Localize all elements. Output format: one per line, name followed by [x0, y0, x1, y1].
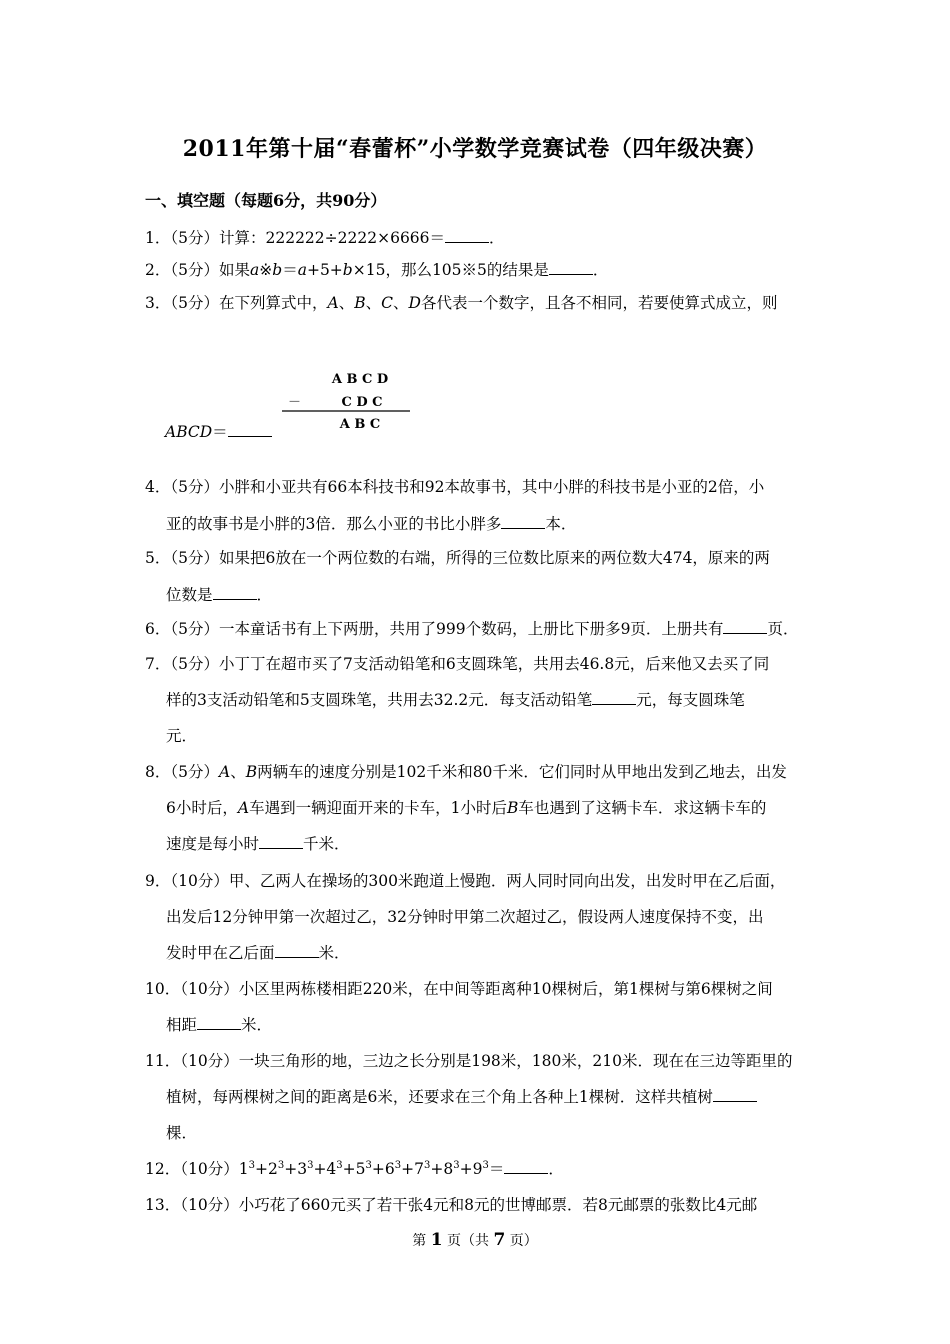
q8-var-b: B: [245, 763, 258, 781]
q12-exp: 3: [277, 1159, 285, 1171]
q3-var-a: A: [327, 294, 339, 312]
q8-answer-blank[interactable]: [259, 834, 303, 849]
q6-line1: （5分）一本童话书有上下两册，共用了999个数码，上册比下册多9页．上册共有: [170, 620, 724, 638]
section-heading: 一、填空题（每题6分，共90分）: [145, 191, 387, 210]
q12-score: （10分）: [180, 1160, 239, 1178]
question-7-cont: [166, 690, 745, 710]
question-10: [145, 979, 773, 999]
q8-number: 8．: [145, 763, 171, 781]
question-9-cont: [166, 907, 763, 927]
q3-number: 3．: [145, 294, 171, 312]
question-11: [145, 1051, 792, 1071]
question-2: [145, 260, 608, 280]
q9-line3-end: 米．: [318, 944, 350, 962]
footer-post: 页）: [505, 1233, 538, 1249]
q8-var-b2: B: [506, 799, 519, 817]
footer-total-pages: 7: [493, 1230, 506, 1250]
subtraction-equation-figure: [278, 366, 438, 438]
q3-answer-blank[interactable]: [228, 422, 272, 437]
q10-line2: 相距: [166, 1016, 198, 1034]
q2-number: 2．: [145, 261, 171, 279]
question-6: [145, 619, 798, 639]
q3-sep2: 、: [365, 294, 382, 312]
q9-number: 9．: [145, 872, 171, 890]
q3-text: （5分）在下列算式中，: [170, 294, 328, 312]
q1-number: 1．: [145, 229, 171, 247]
q3-sep1: 、: [338, 294, 355, 312]
q12-exp: 3: [394, 1159, 402, 1171]
question-8: [145, 762, 787, 782]
q12-term: +8: [430, 1160, 454, 1178]
q12-exp: 3: [336, 1159, 343, 1171]
q7-line2-mid: 元，每支圆珠笔: [636, 691, 745, 709]
q12-term: +3: [284, 1160, 308, 1178]
q12-term: +5: [342, 1160, 366, 1178]
q1-answer-blank[interactable]: [445, 228, 489, 243]
q7-line3: 元．: [166, 727, 198, 745]
q12-term: +2: [254, 1160, 278, 1178]
q12-term: +9: [459, 1160, 483, 1178]
q8-sep: 、: [230, 763, 246, 781]
q5-line1: （5分）如果把6放在一个两位数的右端，所得的三位数比原来的两位数大474，原来的两: [170, 549, 770, 567]
footer-mid: 页（共: [442, 1233, 494, 1249]
q12-term: +7: [401, 1160, 424, 1178]
q2-end: ．: [592, 261, 609, 279]
question-11-cont2: [166, 1123, 197, 1143]
q8-var-a2: A: [237, 799, 250, 817]
q3-answer-eq: ＝: [212, 423, 228, 441]
question-9-cont2: [166, 943, 350, 963]
exam-title: 2011年第十届“春蕾杯”小学数学竞赛试卷（四年级决赛）: [182, 136, 768, 162]
q8-score: （5分）: [170, 763, 219, 781]
question-3: [145, 293, 777, 313]
eq-row-abc: A B C: [339, 417, 381, 432]
q12-number: 12．: [145, 1160, 181, 1178]
q2-var-a: a: [250, 261, 260, 279]
q8-line2c: 车也遇到了这辆卡车．求这辆卡车的: [518, 799, 767, 817]
q9-line1: （10分）甲、乙两人在操场的300米跑道上慢跑．两人同时同向出发，出发时甲在乙后面，: [170, 872, 786, 890]
question-10-cont: [166, 1015, 272, 1035]
q3-var-c: C: [381, 294, 393, 312]
q3-var-d: D: [408, 294, 421, 312]
q4-line2-end: 本．: [545, 515, 577, 533]
q10-line1: （10分）小区里两栋楼相距220米，在中间等距离种10棵树后，第1棵树与第6棵树之间: [180, 980, 773, 998]
question-13: [145, 1195, 757, 1215]
footer-page-number: 1: [430, 1230, 443, 1250]
q3-answer-line: [165, 422, 272, 442]
q11-line2: 植树，每两棵树之间的距离是6米，还要求在三个角上各种上1棵树．这样共植树: [166, 1088, 713, 1106]
q2-var-a2: a: [297, 261, 307, 279]
q5-answer-blank[interactable]: [213, 585, 257, 600]
question-4-cont: [166, 514, 576, 534]
q1-text: （5分）计算：222222÷2222×6666＝: [170, 229, 446, 247]
q13-number: 13．: [145, 1196, 181, 1214]
q8-var-a: A: [219, 763, 231, 781]
q12-eq: ＝: [488, 1160, 505, 1178]
q12-term: +4: [313, 1160, 337, 1178]
question-5: [145, 548, 770, 568]
q5-number: 5．: [145, 549, 171, 567]
eq-row-abcd: A B C D: [331, 372, 389, 387]
question-7-cont2: [166, 726, 197, 746]
question-7: [145, 654, 769, 674]
q6-answer-blank[interactable]: [723, 619, 767, 634]
q11-line3: 棵．: [166, 1124, 198, 1142]
q11-line1: （10分）一块三角形的地，三边之长分别是198米，180米，210米．现在在三边等距里的: [180, 1052, 793, 1070]
q4-answer-blank[interactable]: [501, 514, 545, 529]
q8-line2b: 车遇到一辆迎面开来的卡车，1小时后: [249, 799, 507, 817]
q13-line1: （10分）小巧花了660元买了若干张4元和8元的世博邮票．若8元邮票的张数比4元邮: [180, 1196, 758, 1214]
q6-line1-end: 页．: [767, 620, 799, 638]
q9-answer-blank[interactable]: [275, 943, 319, 958]
question-12: [145, 1159, 564, 1179]
q2-eq: ＝: [282, 261, 298, 279]
q7-line2: 样的3支活动铅笔和5支圆珠笔，共用去32.2元．每支活动铅笔: [166, 691, 593, 709]
q5-line2-end: ．: [256, 586, 273, 604]
q10-number: 10．: [145, 980, 181, 998]
q9-line2: 出发后12分钟甲第一次超过乙，32分钟时甲第二次超过乙，假设两人速度保持不变，出: [166, 908, 764, 926]
q2-op: ※: [259, 261, 273, 279]
q4-line1: （5分）小胖和小亚共有66本科技书和92本故事书，其中小胖的科技书是小亚的2倍，小: [170, 478, 765, 496]
q8-line3: 速度是每小时: [166, 835, 260, 853]
eq-minus-sign: －: [288, 395, 302, 410]
q12-exp: 3: [307, 1159, 314, 1171]
q2-answer-blank[interactable]: [549, 260, 593, 275]
q7-number: 7．: [145, 655, 171, 673]
q2-plus: +5+: [306, 261, 343, 279]
q3-rest: 各代表一个数字，且各不相同，若要使算式成立，则: [420, 294, 778, 312]
q2-var-b: b: [272, 261, 283, 279]
question-9: [145, 871, 785, 891]
q12-answer-blank[interactable]: [504, 1159, 548, 1174]
q11-answer-blank[interactable]: [713, 1087, 757, 1102]
q3-sep3: 、: [393, 294, 409, 312]
q7-answer-blank-1[interactable]: [592, 690, 636, 705]
q12-exp: 3: [365, 1159, 372, 1171]
question-8-cont: [166, 798, 766, 818]
q4-number: 4．: [145, 478, 171, 496]
q8-line3-end: 千米．: [303, 835, 350, 853]
q12-exp: 3: [453, 1159, 460, 1171]
q11-number: 11．: [145, 1052, 181, 1070]
page-footer: [0, 1230, 950, 1250]
q12-end: ．: [548, 1160, 564, 1178]
question-5-cont: [166, 585, 272, 605]
q10-answer-blank[interactable]: [197, 1015, 241, 1030]
q12-exp: 3: [482, 1159, 489, 1171]
q1-tail: ．: [489, 229, 505, 247]
question-8-cont2: [166, 834, 350, 854]
q8-line2a: 6小时后，: [166, 799, 238, 817]
eq-row-cdc: C D C: [341, 395, 383, 410]
q12-exp: 3: [424, 1159, 431, 1171]
q4-line2: 亚的故事书是小胖的3倍．那么小亚的书比小胖多: [166, 515, 502, 533]
q2-tail: ×15，那么105※5的结果是: [352, 261, 549, 279]
q5-line2: 位数是: [166, 586, 213, 604]
q2-var-b2: b: [342, 261, 353, 279]
question-4: [145, 477, 764, 497]
q7-line1: （5分）小丁丁在超市买了7支活动铅笔和6支圆珠笔，共用去46.8元，后来他又去买了同: [170, 655, 770, 673]
question-1: [145, 228, 505, 248]
q12-term: 1: [238, 1160, 249, 1178]
q10-line2-end: 米．: [241, 1016, 273, 1034]
q12-term: +6: [371, 1160, 395, 1178]
q12-exp: 3: [248, 1159, 255, 1171]
question-11-cont: [166, 1087, 757, 1107]
q6-number: 6．: [145, 620, 171, 638]
q2-text: （5分）如果: [170, 261, 250, 279]
footer-pre: 第: [412, 1233, 431, 1249]
q3-var-b: B: [354, 294, 366, 312]
q3-answer-label: ABCD: [165, 423, 213, 441]
q9-line3: 发时甲在乙后面: [166, 944, 275, 962]
q8-line1: 两辆车的速度分别是102千米和80千米．它们同时从甲地出发到乙地去，出发: [257, 763, 787, 781]
